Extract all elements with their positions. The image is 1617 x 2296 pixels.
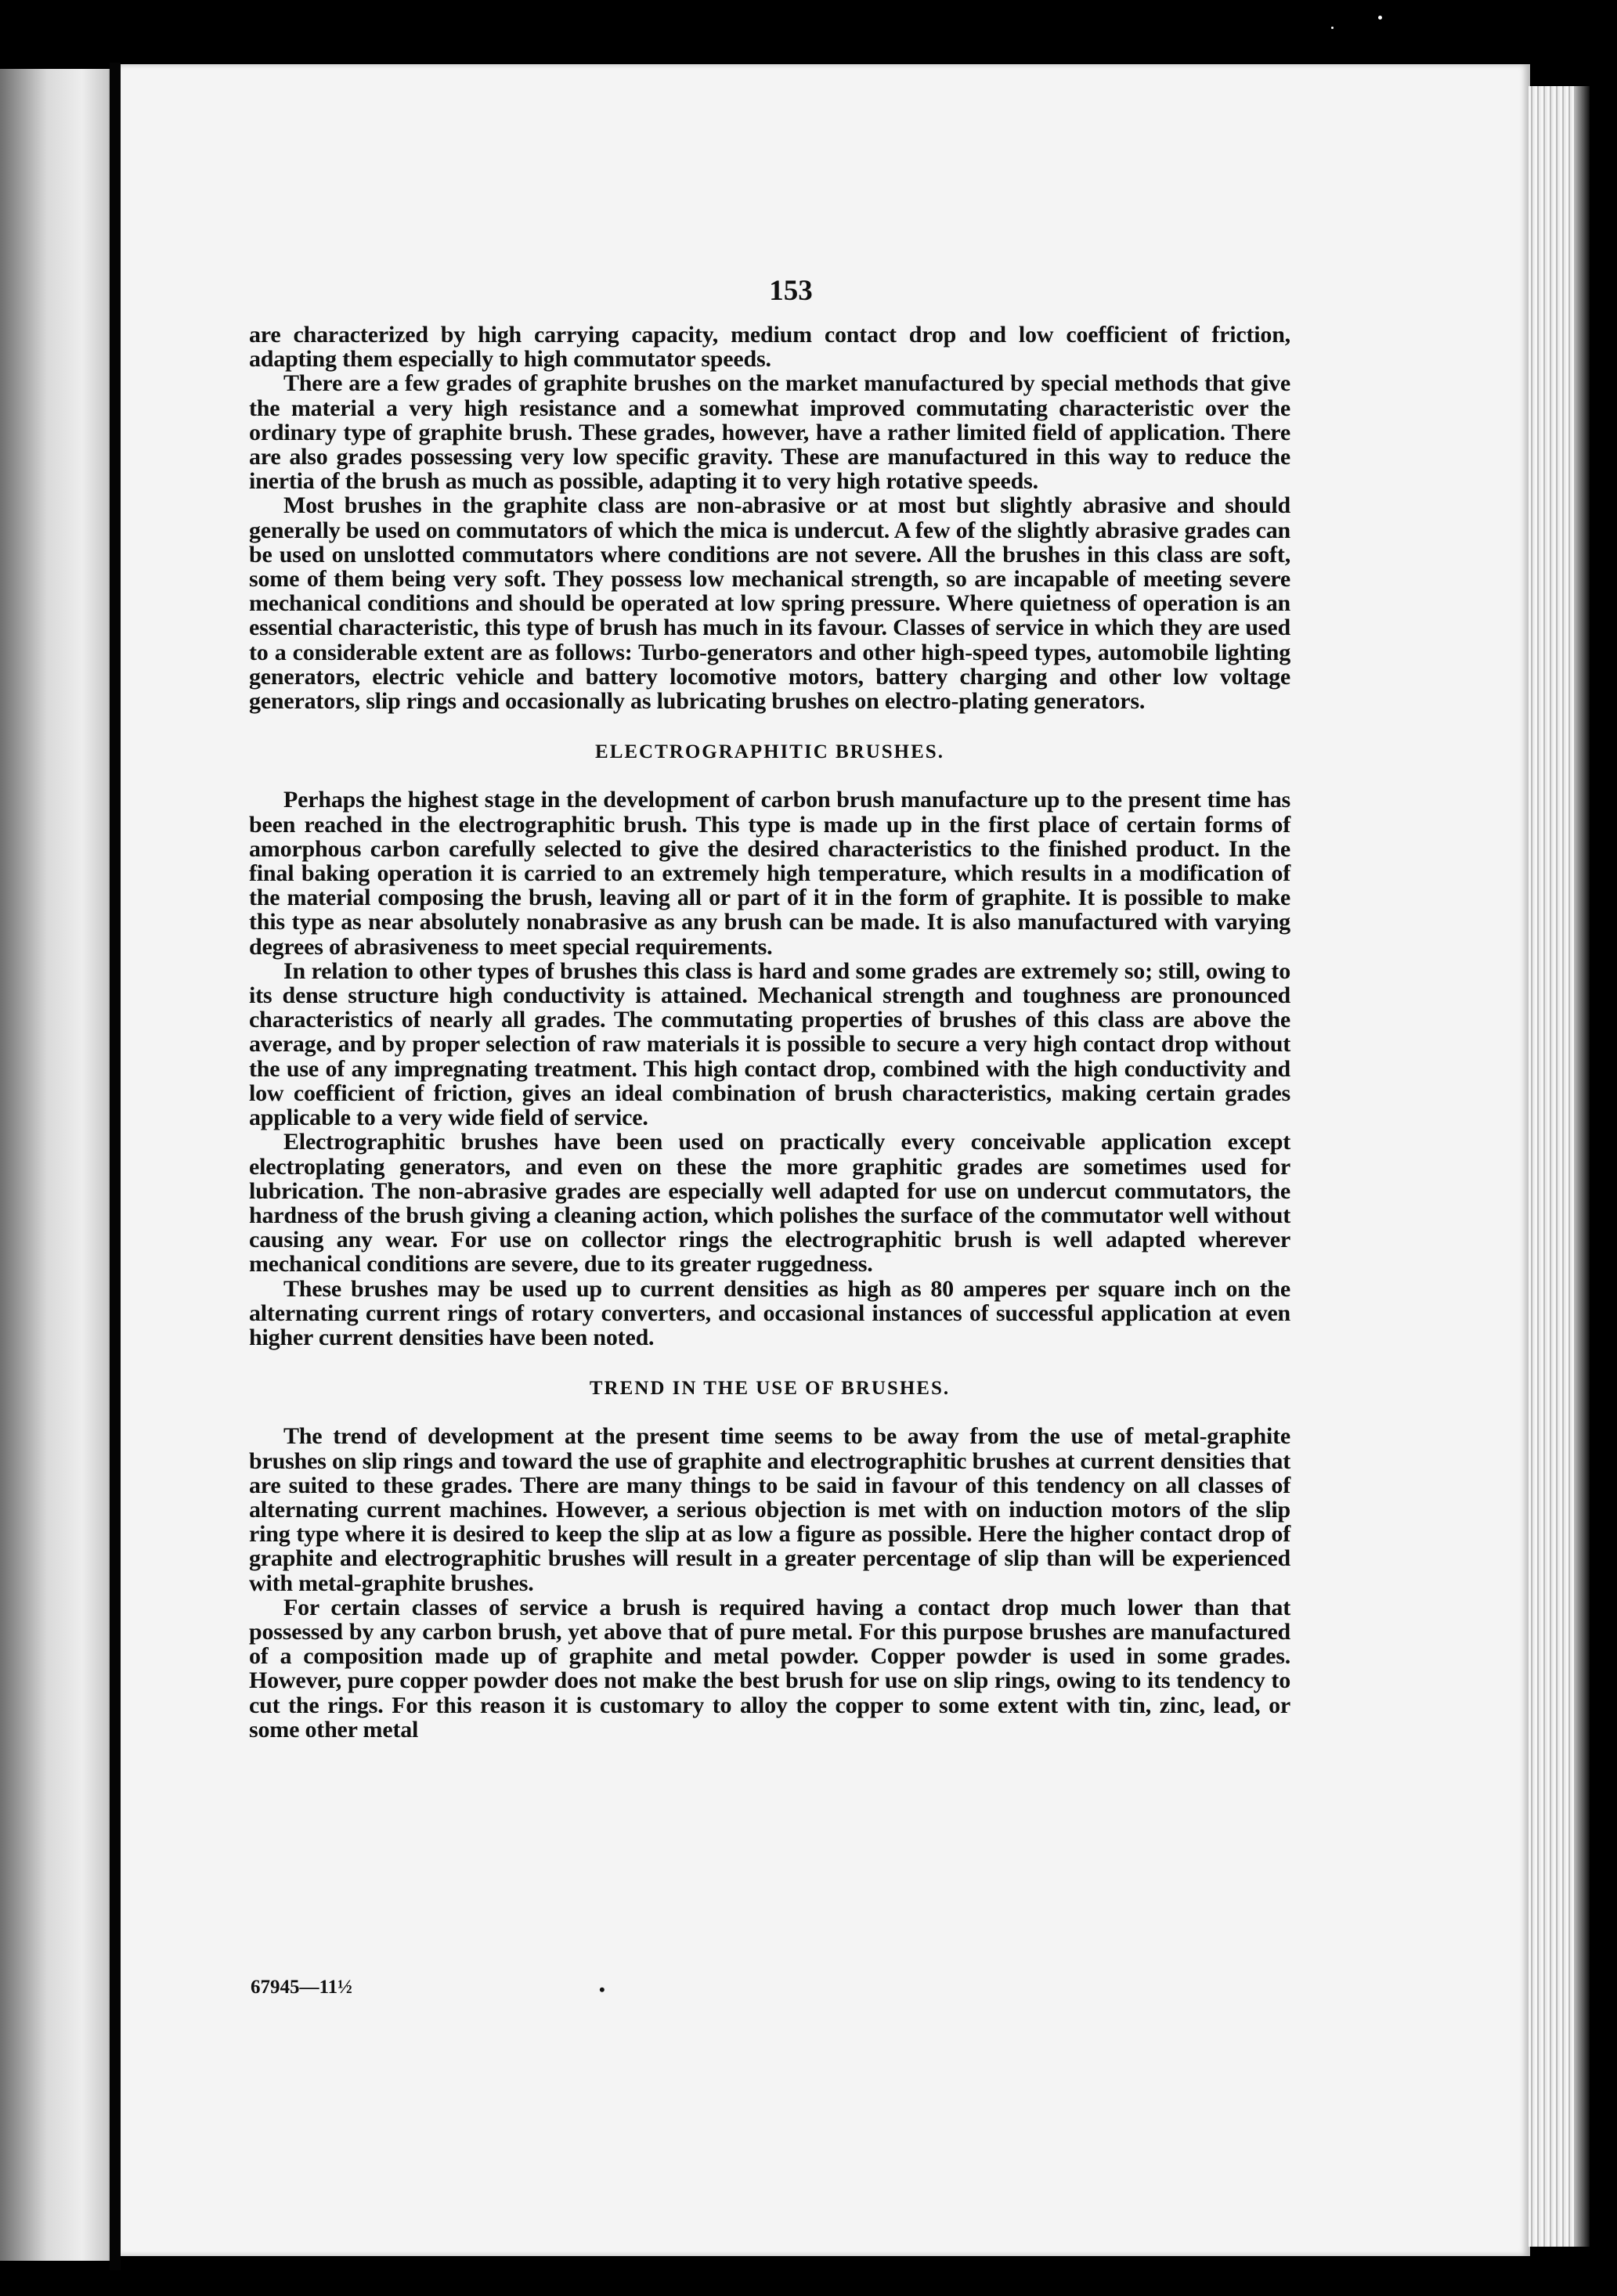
paragraph: These brushes may be used up to current densities as high as 80 amperes per square inch on the alternating current rings of rotary converters, and occasional instances of successful application at even higher current densities have been noted. — [249, 1275, 1290, 1350]
body-text — [249, 323, 1290, 1742]
footer — [251, 1977, 1292, 1999]
page-stack-shadow — [1574, 86, 1590, 2247]
page-number: 153 — [769, 275, 813, 307]
paragraph: There are a few grades of graphite brushes on the market manufactured by special methods that give the material a very high resistance and a somewhat improved commutating characteristic over the ordinary type of graphite brush. These grades, however, have a rather limited field of application. There are also grades possessing very low specific gravity. These are manufactured in this way to reduce the inertia of the brush as much as possible, adapting it to very high rotative speeds. — [249, 370, 1290, 495]
paragraph: In relation to other types of brushes this class is hard and some grades are extremely so; still, owing to its dense structure high conductivity is attained. Mechanical strength and toughness are pronounced characteristics of nearly all grades. The commutating properties of brushes of this class are above the average, and by proper selection of raw materials it is possible to secure a very high contact drop without the use of any impregnating treatment. This high contact drop, combined with the high conductivity and low coefficient of friction, gives an ideal combination of brush characteristics, making certain grades applicable to a very wide field of service. — [249, 957, 1290, 1131]
section-heading-trend: TREND IN THE USE OF BRUSHES. — [589, 1378, 951, 1400]
left-page-edge — [0, 69, 117, 2261]
paragraph: Most brushes in the graphite class are non-abrasive or at most but slightly abrasive and should generally be used on commutators of which the mica is undercut. A few of the slightly abrasive grades can be used on unslotted commutators where conditions are not severe. All the brushes in this class are soft, some of them being very soft. They possess low mechanical strength, so are incapable of meeting severe mechanical conditions and should be operated at low spring pressure. Where quietness of operation is an essential characteristic, this type of brush has much in its favour. Classes of service in which they are used to a considerable extent are as follows: Turbo-generators and other high-speed types, automobile lighting generators, electric vehicle and battery locomotive motors, battery charging and other low voltage generators, slip rings and occasionally as lubricating brushes on electro-plating generators. — [249, 492, 1290, 715]
paragraph: For certain classes of service a brush is required having a contact drop much lower than that possessed by any carbon brush, yet above that of pure metal. For this purpose brushes are manufactured of a composition made up of graphite and metal powder. Copper powder is used in some grades. However, pure copper powder does not make the best brush for use on slip rings, owing to its tendency to cut the rings. For this reason it is customary to alloy the copper to some extent with tin, zinc, lead, or some other metal — [249, 1594, 1290, 1743]
book-gutter — [110, 63, 121, 2270]
paragraph: The trend of development at the present time seems to be away from the use of metal-graphite brushes on slip rings and toward the use of graphite and electrographitic brushes at current densities that are suited to these grades. There are many things to be said in favour of this tendency on all classes of alternating current machines. However, a serious objection is met with on induction motors of the slip ring type where it is desired to keep the slip at as low a figure as possible. Here the higher contact drop of graphite and electrographitic brushes will result in a greater percentage of slip than will be experienced with metal-graphite brushes. — [249, 1423, 1290, 1596]
footer-dot: • — [599, 1980, 605, 1999]
paragraph: Perhaps the highest stage in the development of carbon brush manufacture up to the present time has been reached in the electrographitic brush. This type is made up in the first place of certain forms of amorphous carbon carefully selected to give the desired characteristics to the finished product. In the final baking operation it is carried to an extremely high temperature, which results in a modification of the material composing the brush, leaving all or part of it in the form of graphite. It is possible to make this type as near absolutely nonabrasive as any brush can be made. It is also manufactured with varying degrees of abrasiveness to meet special requirements. — [249, 787, 1290, 960]
paragraph: Electrographitic brushes have been used on practically every conceivable application except electroplating generators, and even on these the more graphitic grades are sometimes used for lubrication. The non-abrasive grades are especially well adapted for use on undercut commutators, the hardness of the brush giving a cleaning action, which polishes the surface of the commutator well without causing any wear. For use on collector rings the electrographitic brush is well adapted wherever mechanical conditions are severe, due to its greater ruggedness. — [249, 1129, 1290, 1278]
paragraph: are characterized by high carrying capacity, medium contact drop and low coefficient of friction, adapting them especially to high commutator speeds. — [249, 322, 1290, 373]
signature-code: 67945—11½ — [251, 1977, 352, 1998]
page-stack-edge — [1529, 86, 1575, 2247]
section-heading-electrographitic: ELECTROGRAPHITIC BRUSHES. — [595, 741, 944, 763]
